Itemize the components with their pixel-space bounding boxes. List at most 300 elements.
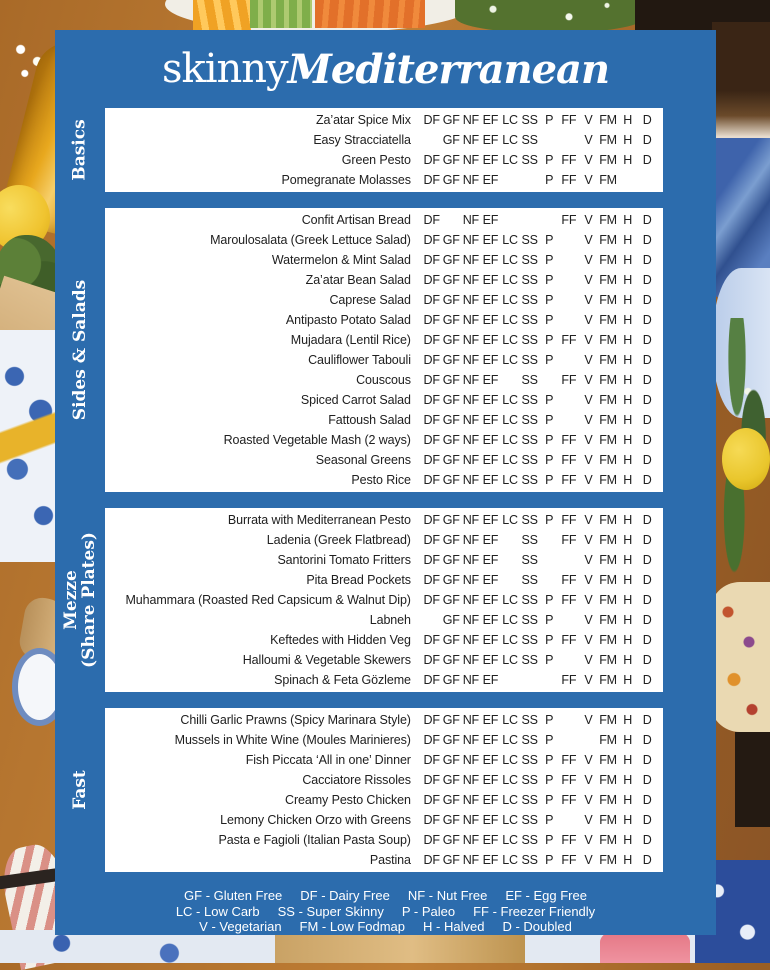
tag-ef: EF [482,313,499,327]
legend-line [55,904,716,920]
tag-fm: FM [599,633,617,647]
recipe-tags [422,233,657,247]
tag-v: V [584,453,593,467]
tag-v [579,733,599,747]
tag-nf: NF [462,573,479,587]
tag-d: D [642,313,652,327]
recipe-row [105,770,657,790]
tag-ss [520,673,540,687]
tag-ff: FF [561,633,577,647]
tag-d: D [642,533,652,547]
tag-df: DF [423,833,440,847]
tag-h: H [623,253,633,267]
recipe-tags [422,353,657,367]
tag-ff: FF [561,333,577,347]
tag-v: V [584,153,593,167]
tag-nf: NF [462,813,479,827]
tag-fm: FM [599,773,617,787]
recipe-row [105,450,657,470]
recipe-tags [422,633,657,647]
tag-ss: SS [521,293,538,307]
recipe-name: Santorini Tomato Fritters [277,553,411,567]
recipe-name: Pomegranate Molasses [281,173,411,187]
tag-lc: LC [502,233,518,247]
tag-d: D [642,553,652,567]
tag-df: DF [423,673,440,687]
tag-lc: LC [502,773,518,787]
recipe-tags [422,773,657,787]
tag-d: D [642,613,652,627]
tag-gf: GF [442,713,460,727]
tag-fm: FM [599,213,617,227]
tag-ss: SS [521,433,538,447]
recipe-row [105,150,657,170]
tag-fm: FM [599,813,617,827]
tag-ss: SS [521,613,538,627]
recipe-name: Seasonal Greens [315,453,411,467]
tag-gf: GF [442,653,460,667]
tag-p: P [545,613,554,627]
tag-ff: FF [561,533,577,547]
tag-p: P [545,433,554,447]
tag-gf: GF [442,513,460,527]
legend-item: H - Halved [423,919,485,934]
tag-ss: SS [521,733,538,747]
tag-h: H [623,213,633,227]
section-label-line: Fast [69,770,90,810]
tag-ss [520,173,540,187]
tag-v: V [584,373,593,387]
tag-v: V [584,353,593,367]
tag-nf: NF [462,413,479,427]
tag-ss: SS [521,793,538,807]
tag-h: H [623,653,633,667]
tag-p: P [545,453,554,467]
tag-nf: NF [462,313,479,327]
tag-p: P [545,473,554,487]
recipe-name: Za’atar Bean Salad [305,273,411,287]
tag-nf: NF [462,433,479,447]
recipe-name: Spiced Carrot Salad [300,393,411,407]
legend-item: SS - Super Skinny [277,903,384,919]
tag-lc: LC [502,713,518,727]
section-label-text [71,119,89,180]
tag-ss: SS [521,133,538,147]
tag-lc: LC [502,273,518,287]
tag-df: DF [423,653,440,667]
tag-gf: GF [442,413,460,427]
tag-fm: FM [599,593,617,607]
tag-df: DF [423,853,440,867]
recipe-row [105,830,657,850]
tag-ef: EF [482,793,499,807]
tag-ff [559,733,579,747]
tag-h: H [623,333,633,347]
tag-ff: FF [561,173,577,187]
tag-df: DF [423,433,440,447]
section-panel-basics [105,108,663,192]
tag-v: V [584,473,593,487]
tag-fm: FM [599,713,617,727]
tag-fm: FM [599,373,617,387]
recipe-row [105,650,657,670]
recipe-row [105,810,657,830]
recipe-row [105,670,657,690]
recipe-name: Za’atar Spice Mix [316,113,411,127]
tag-lc: LC [502,753,518,767]
tag-ef: EF [482,373,499,387]
tag-ss: SS [521,833,538,847]
section-label-line: Basics [70,119,90,181]
tag-df: DF [423,773,440,787]
section-label-fast [55,708,105,872]
tag-df: DF [423,553,440,567]
tag-fm: FM [599,833,617,847]
tag-ss: SS [521,113,538,127]
tag-d: D [642,513,652,527]
recipe-name: Chilli Garlic Prawns (Spicy Marinara Style) [180,713,411,727]
tag-ff: FF [561,593,577,607]
tag-nf: NF [462,473,479,487]
tag-gf: GF [442,733,460,747]
tag-d: D [642,433,652,447]
tag-nf: NF [462,113,479,127]
tag-h: H [623,713,633,727]
tag-d: D [642,293,652,307]
section-mezze [55,508,663,692]
tag-ff: FF [561,153,577,167]
tag-gf: GF [442,173,460,187]
tag-ss: SS [521,533,538,547]
tag-ss: SS [521,753,538,767]
tag-gf: GF [442,833,460,847]
tag-v: V [584,313,593,327]
tag-ff: FF [561,213,577,227]
recipe-tags [422,653,657,667]
tag-nf: NF [462,393,479,407]
tag-df: DF [423,533,440,547]
photo-bread-right [712,22,770,147]
tag-lc: LC [502,393,518,407]
tag-d: D [642,813,652,827]
legend-item: EF - Egg Free [505,888,587,903]
tag-d [637,173,657,187]
tag-ef: EF [482,593,499,607]
tag-fm: FM [599,513,617,527]
tag-lc [500,373,520,387]
tag-ff [559,713,579,727]
tag-fm: FM [599,473,617,487]
tag-p: P [545,293,554,307]
recipe-row [105,630,657,650]
tag-p: P [545,733,554,747]
tag-lc: LC [502,513,518,527]
tag-gf: GF [442,293,460,307]
tag-p: P [545,593,554,607]
tag-v: V [584,633,593,647]
tag-fm: FM [599,293,617,307]
tag-ef: EF [482,653,499,667]
tag-lc: LC [502,353,518,367]
tag-df: DF [423,813,440,827]
recipe-name: Fish Piccata ‘All in one’ Dinner [245,753,411,767]
tag-h: H [623,813,633,827]
recipe-name: Creamy Pesto Chicken [285,793,411,807]
tag-ff [559,393,579,407]
tag-fm: FM [599,333,617,347]
legend-line [55,919,716,935]
tag-v: V [584,673,593,687]
tag-v: V [584,333,593,347]
tag-d: D [642,573,652,587]
tag-ss: SS [521,273,538,287]
tag-v: V [584,413,593,427]
recipe-name: Lemony Chicken Orzo with Greens [220,813,411,827]
tag-df: DF [423,733,440,747]
tag-nf: NF [462,633,479,647]
tag-h: H [623,573,633,587]
recipe-tags [422,293,657,307]
tag-h: H [623,513,633,527]
legend-item: LC - Low Carb [175,903,260,919]
tag-gf: GF [442,453,460,467]
tag-df: DF [423,513,440,527]
recipe-tags [422,853,657,867]
section-sides-salads [55,208,663,492]
tag-nf: NF [462,713,479,727]
tag-d: D [642,373,652,387]
tag-lc [500,573,520,587]
recipe-row [105,710,657,730]
tag-v: V [584,853,593,867]
tag-gf: GF [442,593,460,607]
tag-ss: SS [521,333,538,347]
recipe-row [105,310,657,330]
recipe-name: Mussels in White Wine (Moules Marinieres) [174,733,411,747]
tag-gf: GF [442,233,460,247]
tag-v: V [584,753,593,767]
tag-df: DF [423,113,440,127]
tag-ss: SS [521,153,538,167]
tag-h: H [623,393,633,407]
tag-v: V [584,553,593,567]
legend-item: FF - Freezer Friendly [473,903,596,919]
tag-ef: EF [482,293,499,307]
tag-gf: GF [442,313,460,327]
tag-ss: SS [521,393,538,407]
recipe-tags [422,513,657,527]
tag-ff: FF [561,453,577,467]
tag-nf: NF [462,213,479,227]
photo-celery-sticks [250,0,312,28]
recipe-row [105,390,657,410]
tag-ss: SS [521,813,538,827]
tag-d: D [642,753,652,767]
tag-p: P [545,273,554,287]
tag-df: DF [423,393,440,407]
legend-line [55,888,716,904]
section-label-text [62,532,98,668]
tag-d: D [642,733,652,747]
photo-salad-bowl [455,0,645,32]
recipe-tags [422,173,657,187]
tag-df: DF [423,373,440,387]
title-emphasis: Mediterranean [287,45,610,93]
tag-ff: FF [561,573,577,587]
tag-h: H [623,433,633,447]
tag-ff [559,413,579,427]
tag-ff [559,613,579,627]
section-label-line: Mezze [61,570,81,630]
section-panel-sides-salads [105,208,663,492]
tag-nf: NF [462,673,479,687]
tag-fm: FM [599,153,617,167]
recipe-tags [422,573,657,587]
tag-p: P [545,253,554,267]
recipe-tags [422,533,657,547]
tag-fm: FM [599,353,617,367]
tag-ss: SS [521,653,538,667]
tag-nf: NF [462,333,479,347]
tag-ss: SS [521,313,538,327]
tag-ef: EF [482,713,499,727]
recipe-row [105,170,657,190]
tag-h: H [623,553,633,567]
recipe-name: Fattoush Salad [328,413,411,427]
tag-p: P [545,833,554,847]
tag-lc: LC [502,593,518,607]
tag-df: DF [423,573,440,587]
tag-ff [559,133,579,147]
tag-lc [500,553,520,567]
tag-gf [441,213,461,227]
tag-ff: FF [561,673,577,687]
tag-nf: NF [462,513,479,527]
tag-nf: NF [462,373,479,387]
tag-df: DF [423,313,440,327]
recipe-name: Green Pesto [341,153,411,167]
tag-h [618,173,638,187]
tag-ss: SS [521,573,538,587]
tag-d: D [642,473,652,487]
tag-gf: GF [442,633,460,647]
section-label-text [71,770,89,810]
tag-nf: NF [462,733,479,747]
tag-ef: EF [482,253,499,267]
tag-ef: EF [482,433,499,447]
tag-ef: EF [482,113,499,127]
tag-ff: FF [561,473,577,487]
tag-lc: LC [502,293,518,307]
recipe-name: Watermelon & Mint Salad [271,253,411,267]
tag-df: DF [423,713,440,727]
tag-ss: SS [521,373,538,387]
tag-ss: SS [521,453,538,467]
tag-h: H [623,833,633,847]
tag-gf: GF [442,473,460,487]
recipe-tags [422,713,657,727]
tag-nf: NF [462,773,479,787]
tag-df: DF [423,273,440,287]
tag-df: DF [423,173,440,187]
tag-p: P [545,113,554,127]
legend-item: P - Paleo [401,903,456,919]
tag-ff: FF [561,433,577,447]
tag-nf: NF [462,533,479,547]
tag-p: P [545,333,554,347]
tag-ef: EF [482,153,499,167]
recipe-name: Pasta e Fagioli (Italian Pasta Soup) [218,833,411,847]
tag-ff: FF [561,793,577,807]
recipe-name: Confit Artisan Bread [301,213,411,227]
tag-ss: SS [521,473,538,487]
tag-v: V [584,133,593,147]
tag-ef: EF [482,353,499,367]
tag-ef: EF [482,533,499,547]
tag-h: H [623,853,633,867]
tag-d: D [642,113,652,127]
tag-h: H [623,453,633,467]
tag-p [539,133,559,147]
tag-v: V [584,393,593,407]
tag-p: P [545,853,554,867]
tag-gf: GF [442,273,460,287]
tag-p [539,533,559,547]
tag-nf: NF [462,293,479,307]
tag-d: D [642,273,652,287]
tag-h: H [623,153,633,167]
tag-fm: FM [599,573,617,587]
recipe-row [105,570,657,590]
recipe-row [105,550,657,570]
tag-h: H [623,313,633,327]
tag-gf: GF [442,793,460,807]
tag-ff [559,273,579,287]
tag-df: DF [423,213,440,227]
tag-p: P [545,793,554,807]
tag-d: D [642,333,652,347]
tag-nf: NF [462,553,479,567]
photo-capsicum-strips [193,0,251,30]
tag-v: V [584,613,593,627]
tag-ef: EF [482,753,499,767]
tag-h: H [623,133,633,147]
section-label-mezze [55,508,105,692]
tag-fm: FM [599,133,617,147]
recipe-row [105,370,657,390]
tag-h: H [623,353,633,367]
tag-v: V [584,213,593,227]
title-prefix: skinny [161,46,288,92]
recipe-tags [422,613,657,627]
tag-df: DF [423,473,440,487]
recipe-row [105,130,657,150]
tag-nf: NF [462,613,479,627]
recipe-name: Pesto Rice [351,473,411,487]
tag-v: V [584,433,593,447]
legend-item: FM - Low Fodmap [299,919,406,934]
tag-v: V [584,113,593,127]
tag-ff: FF [561,833,577,847]
tag-lc: LC [502,453,518,467]
tag-h: H [623,613,633,627]
tag-h: H [623,673,633,687]
tag-df: DF [423,293,440,307]
tag-ef: EF [482,233,499,247]
tag-ff [559,553,579,567]
tag-ff [559,293,579,307]
tag-lc: LC [502,733,518,747]
